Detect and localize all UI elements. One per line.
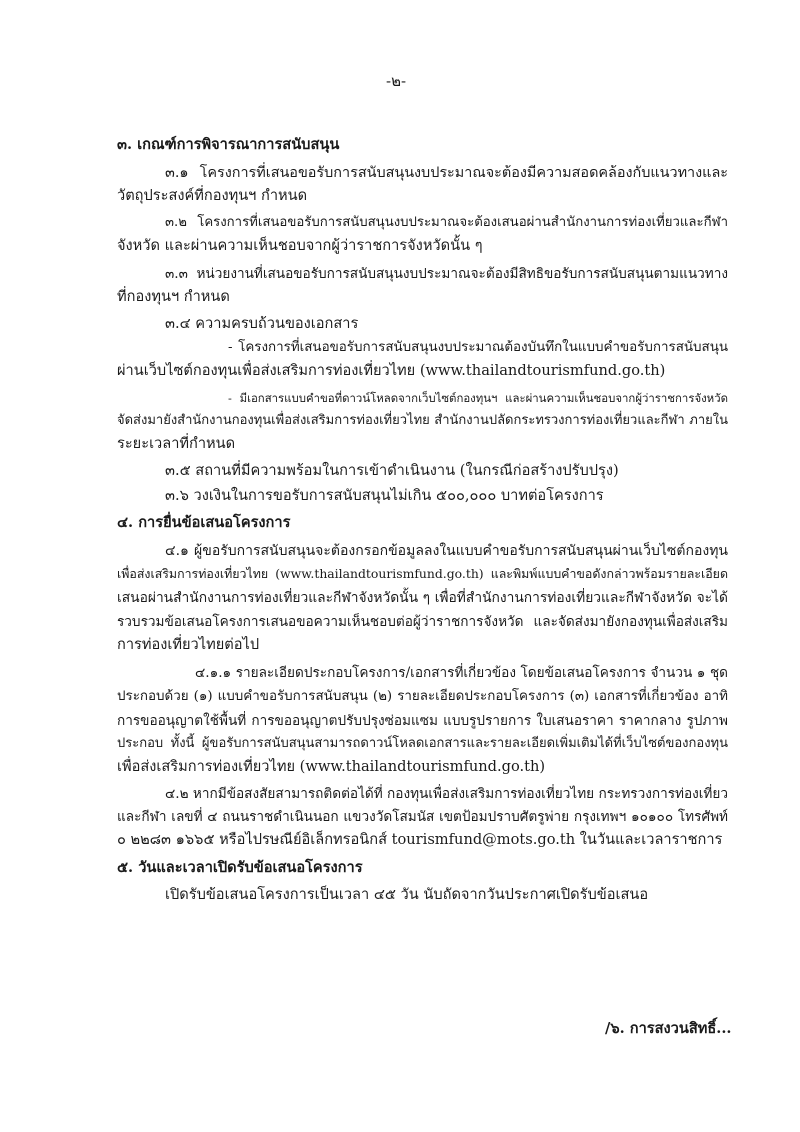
section-3-1-line-1: ๓.๑ โครงการที่เสนอขอรับการสนับสนุนงบประมาณจะต้องมีความสอดคล้องกับแนวทางและ xyxy=(165,165,728,181)
section-3-4-item-2-line-2: จัดส่งมายังสำนักงานกองทุนเพื่อส่งเสริมการท่องเที่ยวไทย สำนักงานปลัดกระทรวงการท่องเที่ยวและกีฬา ภายใน xyxy=(117,413,728,428)
section-4-1-line-1: ๔.๑ ผู้ขอรับการสนับสนุนจะต้องกรอกข้อมูลลงในแบบคำขอรับการสนับสนุนผ่านเว็บไซต์กองทุน xyxy=(165,543,728,559)
section-4-1-line-5: การท่องเที่ยวไทยต่อไป xyxy=(117,636,260,653)
section-3-4-item-1-line-1: - โครงการที่เสนอขอรับการสนับสนุนงบประมาณต้องบันทึกในแบบคำขอรับการสนับสนุน xyxy=(228,340,728,355)
section-3-5: ๓.๕ สถานที่มีความพร้อมในการเข้าดำเนินงาน (ในกรณีก่อสร้างปรับปรุง) xyxy=(165,462,619,479)
section-4-1-line-3: เสนอผ่านสำนักงานการท่องเที่ยวและกีฬาจังหวัดนั้น ๆ เพื่อที่สำนักงานการท่องเที่ยวและกีฬาจังหวัด จะได้ xyxy=(117,590,728,606)
continuation-note: /๖. การสงวนสิทธิ์... xyxy=(605,1020,732,1037)
section-3-6: ๓.๖ วงเงินในการขอรับการสนับสนุนไม่เกิน ๕๐๐,๐๐๐ บาทต่อโครงการ xyxy=(165,487,604,504)
section-3-4-item-2-line-1: - มีเอกสารแบบคำขอที่ดาวน์โหลดจากเว็บไซต์กองทุนฯ และผ่านความเห็นชอบจากผู้ว่าราชการจังหวัด xyxy=(228,391,728,405)
section-3-3-line-1: ๓.๓ หน่วยงานที่เสนอขอรับการสนับสนุนงบประมาณจะต้องมีสิทธิขอรับการสนับสนุนตามแนวทาง xyxy=(165,266,728,282)
section-4-2-line-3: ๐ ๒๒๘๓ ๑๖๖๕ หรือไปรษณีย์อิเล็กทรอนิกส์ tourismfund@mots.go.th ในวันและเวลาราชการ xyxy=(117,831,723,848)
section-5-text: เปิดรับข้อเสนอโครงการเป็นเวลา ๔๕ วัน นับถัดจากวันประกาศเปิดรับข้อเสนอ xyxy=(165,886,649,903)
section-3-heading: ๓. เกณฑ์การพิจารณาการสนับสนุน xyxy=(117,136,340,153)
section-4-1-1-line-2: ประกอบด้วย (๑) แบบคำขอรับการสนับสนุน (๒) รายละเอียดประกอบโครงการ (๓) เอกสารที่เกี่ยวข้อง อาทิ xyxy=(117,689,728,704)
section-4-1-1-line-3: การขออนุญาตใช้พื้นที่ การขออนุญาตปรับปรุงซ่อมแซม แบบรูปรายการ ใบเสนอราคา ราคากลาง รูปภาพ xyxy=(117,713,728,729)
section-3-3-line-2: ที่กองทุนฯ กำหนด xyxy=(117,288,230,305)
section-3-4-item-2-line-3: ระยะเวลาที่กำหนด xyxy=(117,435,236,452)
section-4-1-1-line-5: เพื่อส่งเสริมการท่องเที่ยวไทย (www.thailandtourismfund.go.th) xyxy=(117,758,546,775)
section-4-1-line-2: เพื่อส่งเสริมการท่องเที่ยวไทย (www.thailandtourismfund.go.th) และพิมพ์แบบคำขอดังกล่าวพร้อมรายละเอียด xyxy=(117,566,728,581)
section-3-4: ๓.๔ ความครบถ้วนของเอกสาร xyxy=(165,315,359,332)
section-4-heading: ๔. การยื่นข้อเสนอโครงการ xyxy=(117,514,291,531)
page-number: -๒- xyxy=(386,72,407,90)
section-5-heading: ๕. วันและเวลาเปิดรับข้อเสนอโครงการ xyxy=(117,859,363,876)
section-4-1-line-4: รวบรวมข้อเสนอโครงการเสนอขอความเห็นชอบต่อผู้ว่าราชการจังหวัด และจัดส่งมายังกองทุนเพื่อส่งเสริม xyxy=(117,614,728,630)
section-4-1-1-line-4: ประกอบ ทั้งนี้ ผู้ขอรับการสนับสนุนสามารถดาวน์โหลดเอกสารและรายละเอียดเพิ่มเติมได้ที่เว็บไซต์ของกองทุน xyxy=(117,736,728,751)
section-3-2-line-1: ๓.๒ โครงการที่เสนอขอรับการสนับสนุนงบประมาณจะต้องเสนอผ่านสำนักงานการท่องเที่ยวและกีฬา xyxy=(165,215,728,230)
section-4-2-line-1: ๔.๒ หากมีข้อสงสัยสามารถติดต่อได้ที่ กองทุนเพื่อส่งเสริมการท่องเที่ยวไทย กระทรวงการท่องเที่ยว xyxy=(165,786,728,802)
section-3-1-line-2: วัตถุประสงค์ที่กองทุนฯ กำหนด xyxy=(117,187,308,204)
section-4-1-1-line-1: ๔.๑.๑ รายละเอียดประกอบโครงการ/เอกสารที่เกี่ยวข้อง โดยข้อเสนอโครงการ จำนวน ๑ ชุด xyxy=(195,665,728,681)
section-3-2-line-2: จังหวัด และผ่านความเห็นชอบจากผู้ว่าราชการจังหวัดนั้น ๆ xyxy=(117,237,483,254)
section-3-4-item-1-line-2: ผ่านเว็บไซต์กองทุนเพื่อส่งเสริมการท่องเที่ยวไทย (www.thailandtourismfund.go.th) xyxy=(117,362,666,379)
section-4-2-line-2: และกีฬา เลขที่ ๔ ถนนราชดำเนินนอก แขวงวัดโสมนัส เขตป้อมปราบศัตรูพ่าย กรุงเทพฯ ๑๐๑๐๐ โทรศัพท์ xyxy=(117,809,728,825)
